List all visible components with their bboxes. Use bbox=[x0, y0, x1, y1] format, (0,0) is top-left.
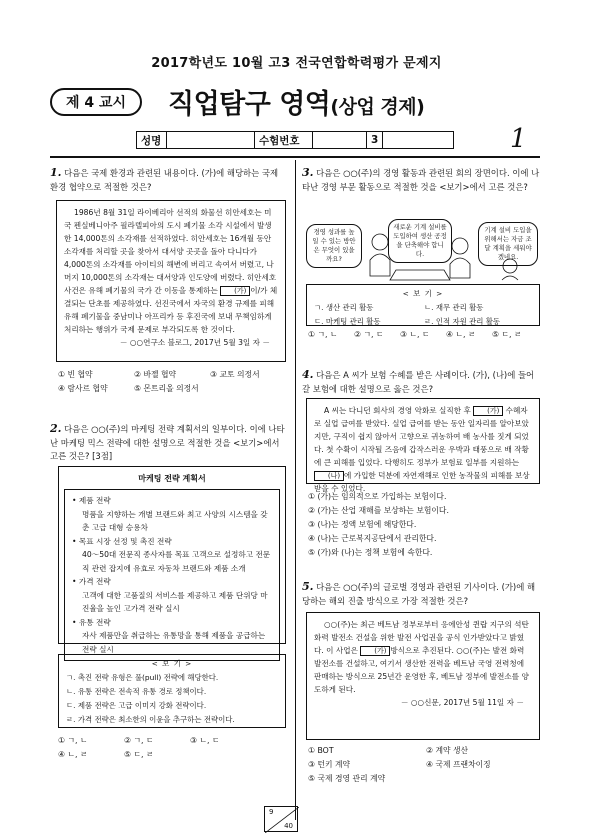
session-badge: 제 4 교시 bbox=[50, 88, 142, 116]
q2-stem-text: 다음은 ○○(주)의 마케팅 전략 계획서의 일부이다. 이에 나타난 마케팅 믹스 전략에 대한 설명으로 적절한 것을 <보기>에서 고른 것은? [3점] bbox=[50, 424, 285, 461]
column-divider bbox=[295, 160, 296, 820]
q3-bogi-box bbox=[306, 284, 540, 326]
q1-stem-text: 다음은 국제 환경과 관련된 내용이다. (가)에 해당하는 국제 환경 협약으로 적절한 것은? bbox=[50, 168, 279, 192]
q3-choice-1[interactable]: ① ㄱ, ㄴ bbox=[308, 330, 338, 339]
q2-plan-inner bbox=[64, 489, 280, 661]
q3-bubble-3: 기계 설비 도입을 위해서는 자금 조달 계획을 세워야겠네요. bbox=[478, 222, 538, 266]
q1-stem bbox=[50, 166, 288, 194]
q2-choices bbox=[58, 734, 288, 762]
q5-p2: 방식으로 추진된다. ○○(주)는 발전 화력 발전소를 건설하고, 여기서 생산한 전력을 베트남 국영 전력청에 판매하는 방식으로 25년간 운영한 후, 베트남 정부에 발전소를 양도하게 된다. bbox=[314, 646, 529, 694]
q5-passage-box bbox=[306, 612, 540, 740]
q4-choice-2[interactable]: ② (가)는 산업 재해를 보상하는 보험이다. bbox=[308, 506, 449, 515]
q3-choice-2[interactable]: ② ㄱ, ㄷ bbox=[354, 330, 384, 339]
q2-bogi-3: ㄷ. 제품 전략은 고급 이미지 강화 전략이다. bbox=[66, 701, 207, 710]
q5-stem-text: 다음은 ○○(주)의 글로벌 경영과 관련된 기사이다. (가)에 해당하는 해외 진출 방식으로 가장 적절한 것은? bbox=[302, 582, 536, 606]
q2-choice-3[interactable]: ③ ㄴ, ㄷ bbox=[190, 736, 220, 745]
q4-choice-4[interactable]: ④ (나)는 근로복지공단에서 관리한다. bbox=[308, 534, 437, 543]
q3-bogi-4: ㄹ. 인적 자원 관리 활동 bbox=[424, 317, 501, 326]
q3-bogi-1: ㄱ. 생산 관리 활동 bbox=[314, 303, 374, 312]
q2-choice-4[interactable]: ④ ㄴ, ㄹ bbox=[58, 750, 88, 759]
q4-choice-1[interactable]: ① (가)는 임의적으로 가입하는 보험이다. bbox=[308, 492, 447, 501]
q2-plan-title: 마케팅 전략 계획서 bbox=[138, 474, 206, 483]
q1-passage-text: 1986년 8월 31일 라이베리아 선적의 화물선 히안세호는 미국 펜실베니아주 필라델피아의 도시 폐기물 소각 시설에서 발생한 14,000톤의 소각재를 선적하였다. 히안세호는 16개월 동안 소각재를 처리할 곳을 찾아서 대서양 곳곳을 돌아 다니다가 4,000톤의 소각재를 아이티의 해변에 버리고 속여서 버렸고, 나머지 10,000톤의 소각재는 대서양과 인도양에 버렸다. 히안세호 사건은 유해 폐기물의 국가 간 이동을 통제하는 bbox=[64, 208, 277, 295]
q5-choice-2[interactable]: ② 계약 생산 bbox=[426, 746, 469, 755]
q4-choices bbox=[308, 490, 542, 560]
q3-choice-5[interactable]: ⑤ ㄷ, ㄹ bbox=[492, 330, 522, 339]
q1-choice-5[interactable]: ⑤ 몬트리올 의정서 bbox=[134, 384, 199, 393]
q4-blank-b: (나) bbox=[314, 471, 344, 481]
q2-bogi-2: ㄴ. 유통 전략은 전속적 유통 경로 정책이다. bbox=[66, 687, 207, 696]
q2-plan-body-4: 자사 제품만을 취급하는 유통망을 통해 제품을 공급하는 전략 실시 bbox=[82, 631, 266, 654]
exam-no-label: 수험번호 bbox=[255, 132, 313, 148]
top-rule bbox=[50, 156, 540, 158]
page-number: 1 bbox=[510, 124, 527, 154]
q3-bubble-2: 새로운 기계 설비를 도입하여 생산 공정을 단축해야 합니다. bbox=[388, 219, 452, 263]
q5-choice-3[interactable]: ③ 턴키 계약 bbox=[308, 760, 351, 769]
q3-choice-3[interactable]: ③ ㄴ, ㄷ bbox=[400, 330, 430, 339]
exam-no-field[interactable] bbox=[313, 132, 367, 148]
q4-stem bbox=[302, 368, 542, 396]
q4-passage-box bbox=[306, 398, 540, 493]
q2-choice-1[interactable]: ① ㄱ, ㄴ bbox=[58, 736, 88, 745]
q5-choice-1[interactable]: ① BOT bbox=[308, 746, 334, 755]
q4-number: 4. bbox=[302, 368, 314, 381]
q2-plan-head-3: • 가격 전략 bbox=[72, 577, 111, 586]
q4-choice-5[interactable]: ⑤ (가)와 (나)는 정책 보험에 속한다. bbox=[308, 548, 433, 557]
q1-choice-1[interactable]: ① 빈 협약 bbox=[58, 370, 93, 379]
q2-plan-head-2: • 목표 시장 선정 및 촉진 전략 bbox=[72, 536, 172, 546]
q3-bogi-label: < 보 기 > bbox=[402, 289, 444, 298]
q1-passage-box bbox=[56, 200, 286, 362]
q3-meeting-illustration bbox=[304, 216, 542, 282]
q1-choice-3[interactable]: ③ 교토 의정서 bbox=[210, 370, 260, 379]
q1-passage-after: 이/가 체결되는 단초를 제공하였다. 선진국에서 자국의 환경 규제를 피해 유해 폐기물을 중남미나 아프리카 등 후진국에 보내 무책임하게 처리하는 행위가 국제 문제로 부각되도록 한 것이다. bbox=[64, 286, 278, 334]
q2-bogi-box bbox=[58, 654, 286, 728]
q2-plan-body-2: 40～50대 전문직 종사자를 목표 고객으로 설정하고 전문직 관련 잡지에 유효로 자동차 브랜드와 제품 소개 bbox=[82, 550, 271, 573]
q2-plan-body-3: 고객에 대한 고품질의 서비스를 제공하고 제품 단위당 마진율을 높인 고가격 전략 실시 bbox=[82, 590, 268, 613]
q3-number: 3. bbox=[302, 166, 314, 179]
q3-bogi-2: ㄴ. 재무 관리 활동 bbox=[424, 303, 484, 312]
q3-choices bbox=[308, 328, 542, 342]
q3-choice-4[interactable]: ④ ㄴ, ㄹ bbox=[446, 330, 476, 339]
q5-source: － ○○신문, 2017년 5월 11일 자 － bbox=[400, 698, 524, 707]
exam-no-value: 3 bbox=[367, 132, 383, 148]
subject-sub: (상업 경제) bbox=[330, 96, 425, 118]
exam-no-field-2[interactable] bbox=[383, 132, 453, 148]
name-field[interactable] bbox=[167, 132, 255, 148]
q3-stem bbox=[302, 166, 542, 194]
q2-bogi-4: ㄹ. 가격 전략은 최소한의 이윤을 추구하는 전략이다. bbox=[66, 715, 235, 724]
q2-plan-body-1: 명품을 지향하는 개별 브랜드와 최고 사양의 시스템을 갖춘 고급 대형 승용차 bbox=[82, 509, 268, 532]
subject-main: 직업탐구 영역 bbox=[168, 89, 331, 120]
q2-stem bbox=[50, 422, 288, 464]
q5-choice-5[interactable]: ⑤ 국제 경영 관리 계약 bbox=[308, 774, 386, 783]
name-label: 성명 bbox=[137, 132, 167, 148]
footer-total: 40 bbox=[284, 822, 293, 830]
q1-blank: (가) bbox=[220, 286, 250, 296]
q3-bubble-1: 경영 성과를 높일 수 있는 방안은 무엇이 있을까요? bbox=[306, 224, 362, 268]
candidate-info-row bbox=[136, 131, 454, 149]
q4-p3: 에 가입한 덕분에 자연재해로 인한 농작물의 피해를 보상받을 수 있었다. bbox=[314, 471, 530, 493]
q1-source: － ○○연구소 블로그, 2017년 5월 3일 자 － bbox=[119, 338, 270, 347]
q5-stem bbox=[302, 580, 542, 608]
q1-choice-2[interactable]: ② 바젤 협약 bbox=[134, 370, 177, 379]
q3-bogi-3: ㄷ. 마케팅 관리 활동 bbox=[314, 317, 381, 326]
q1-choice-4[interactable]: ④ 람사르 협약 bbox=[58, 384, 108, 393]
subject-title bbox=[168, 82, 424, 121]
q2-plan-box bbox=[58, 466, 286, 654]
exam-header-title: 2017학년도 10월 고3 전국연합학력평가 문제지 bbox=[151, 56, 442, 71]
footer-page-counter bbox=[264, 806, 298, 832]
q5-number: 5. bbox=[302, 580, 314, 593]
footer-page: 9 bbox=[269, 808, 274, 816]
q5-choice-4[interactable]: ④ 국제 프랜차이징 bbox=[426, 760, 491, 769]
q1-choices bbox=[58, 368, 288, 396]
q4-p1: A 씨는 다니던 회사의 경영 악화로 실직한 후 bbox=[324, 406, 471, 415]
q3-stem-text: 다음은 ○○(주)의 경영 활동과 관련된 회의 장면이다. 이에 나타난 경영 부문 활동으로 적절한 것을 <보기>에서 고른 것은? bbox=[302, 168, 540, 192]
q4-choice-3[interactable]: ③ (나)는 정액 보험에 해당한다. bbox=[308, 520, 417, 529]
q4-stem-text: 다음은 A 씨가 보험 수혜를 받은 사례이다. (가), (나)에 들어갈 보험에 대한 설명으로 옳은 것은? bbox=[302, 370, 535, 394]
q2-plan-head-4: • 유통 전략 bbox=[72, 617, 111, 627]
q1-number: 1. bbox=[50, 166, 62, 179]
q5-blank: (가) bbox=[360, 646, 390, 656]
q2-choice-2[interactable]: ② ㄱ, ㄷ bbox=[124, 736, 154, 745]
q2-bogi-label: < 보 기 > bbox=[151, 659, 193, 668]
q5-choices bbox=[308, 744, 542, 786]
q2-number: 2. bbox=[50, 422, 62, 435]
q2-choice-5[interactable]: ⑤ ㄷ, ㄹ bbox=[124, 750, 154, 759]
q5-p1: ○○(주)는 최근 베트남 정부로부터 응에안성 퀸랍 지구의 석탄 화력 발전소 건설을 위한 발전 사업권을 공식 인가받았다고 밝혔다. 이 사업은 bbox=[314, 620, 529, 655]
q4-p2: 수혜자로 실업 급여를 받았다. 실업 급여를 받는 동안 일자리를 알아보았지만, 구직이 쉽지 않아서 고향으로 귀농하여 배 농사를 짓게 되었다. 첫 수확이 시작될 즈음에 갑작스러운 우박과 태풍으로 배 작황에 큰 피해를 입었다. 다행히도 정부가 보험료 일부를 지원하는 bbox=[314, 406, 529, 467]
q4-blank-a: (가) bbox=[473, 406, 503, 416]
q2-bogi-1: ㄱ. 촉진 전략 유형은 풀(pull) 전략에 해당한다. bbox=[66, 673, 219, 682]
q2-plan-head-1: • 제품 전략 bbox=[72, 496, 111, 505]
